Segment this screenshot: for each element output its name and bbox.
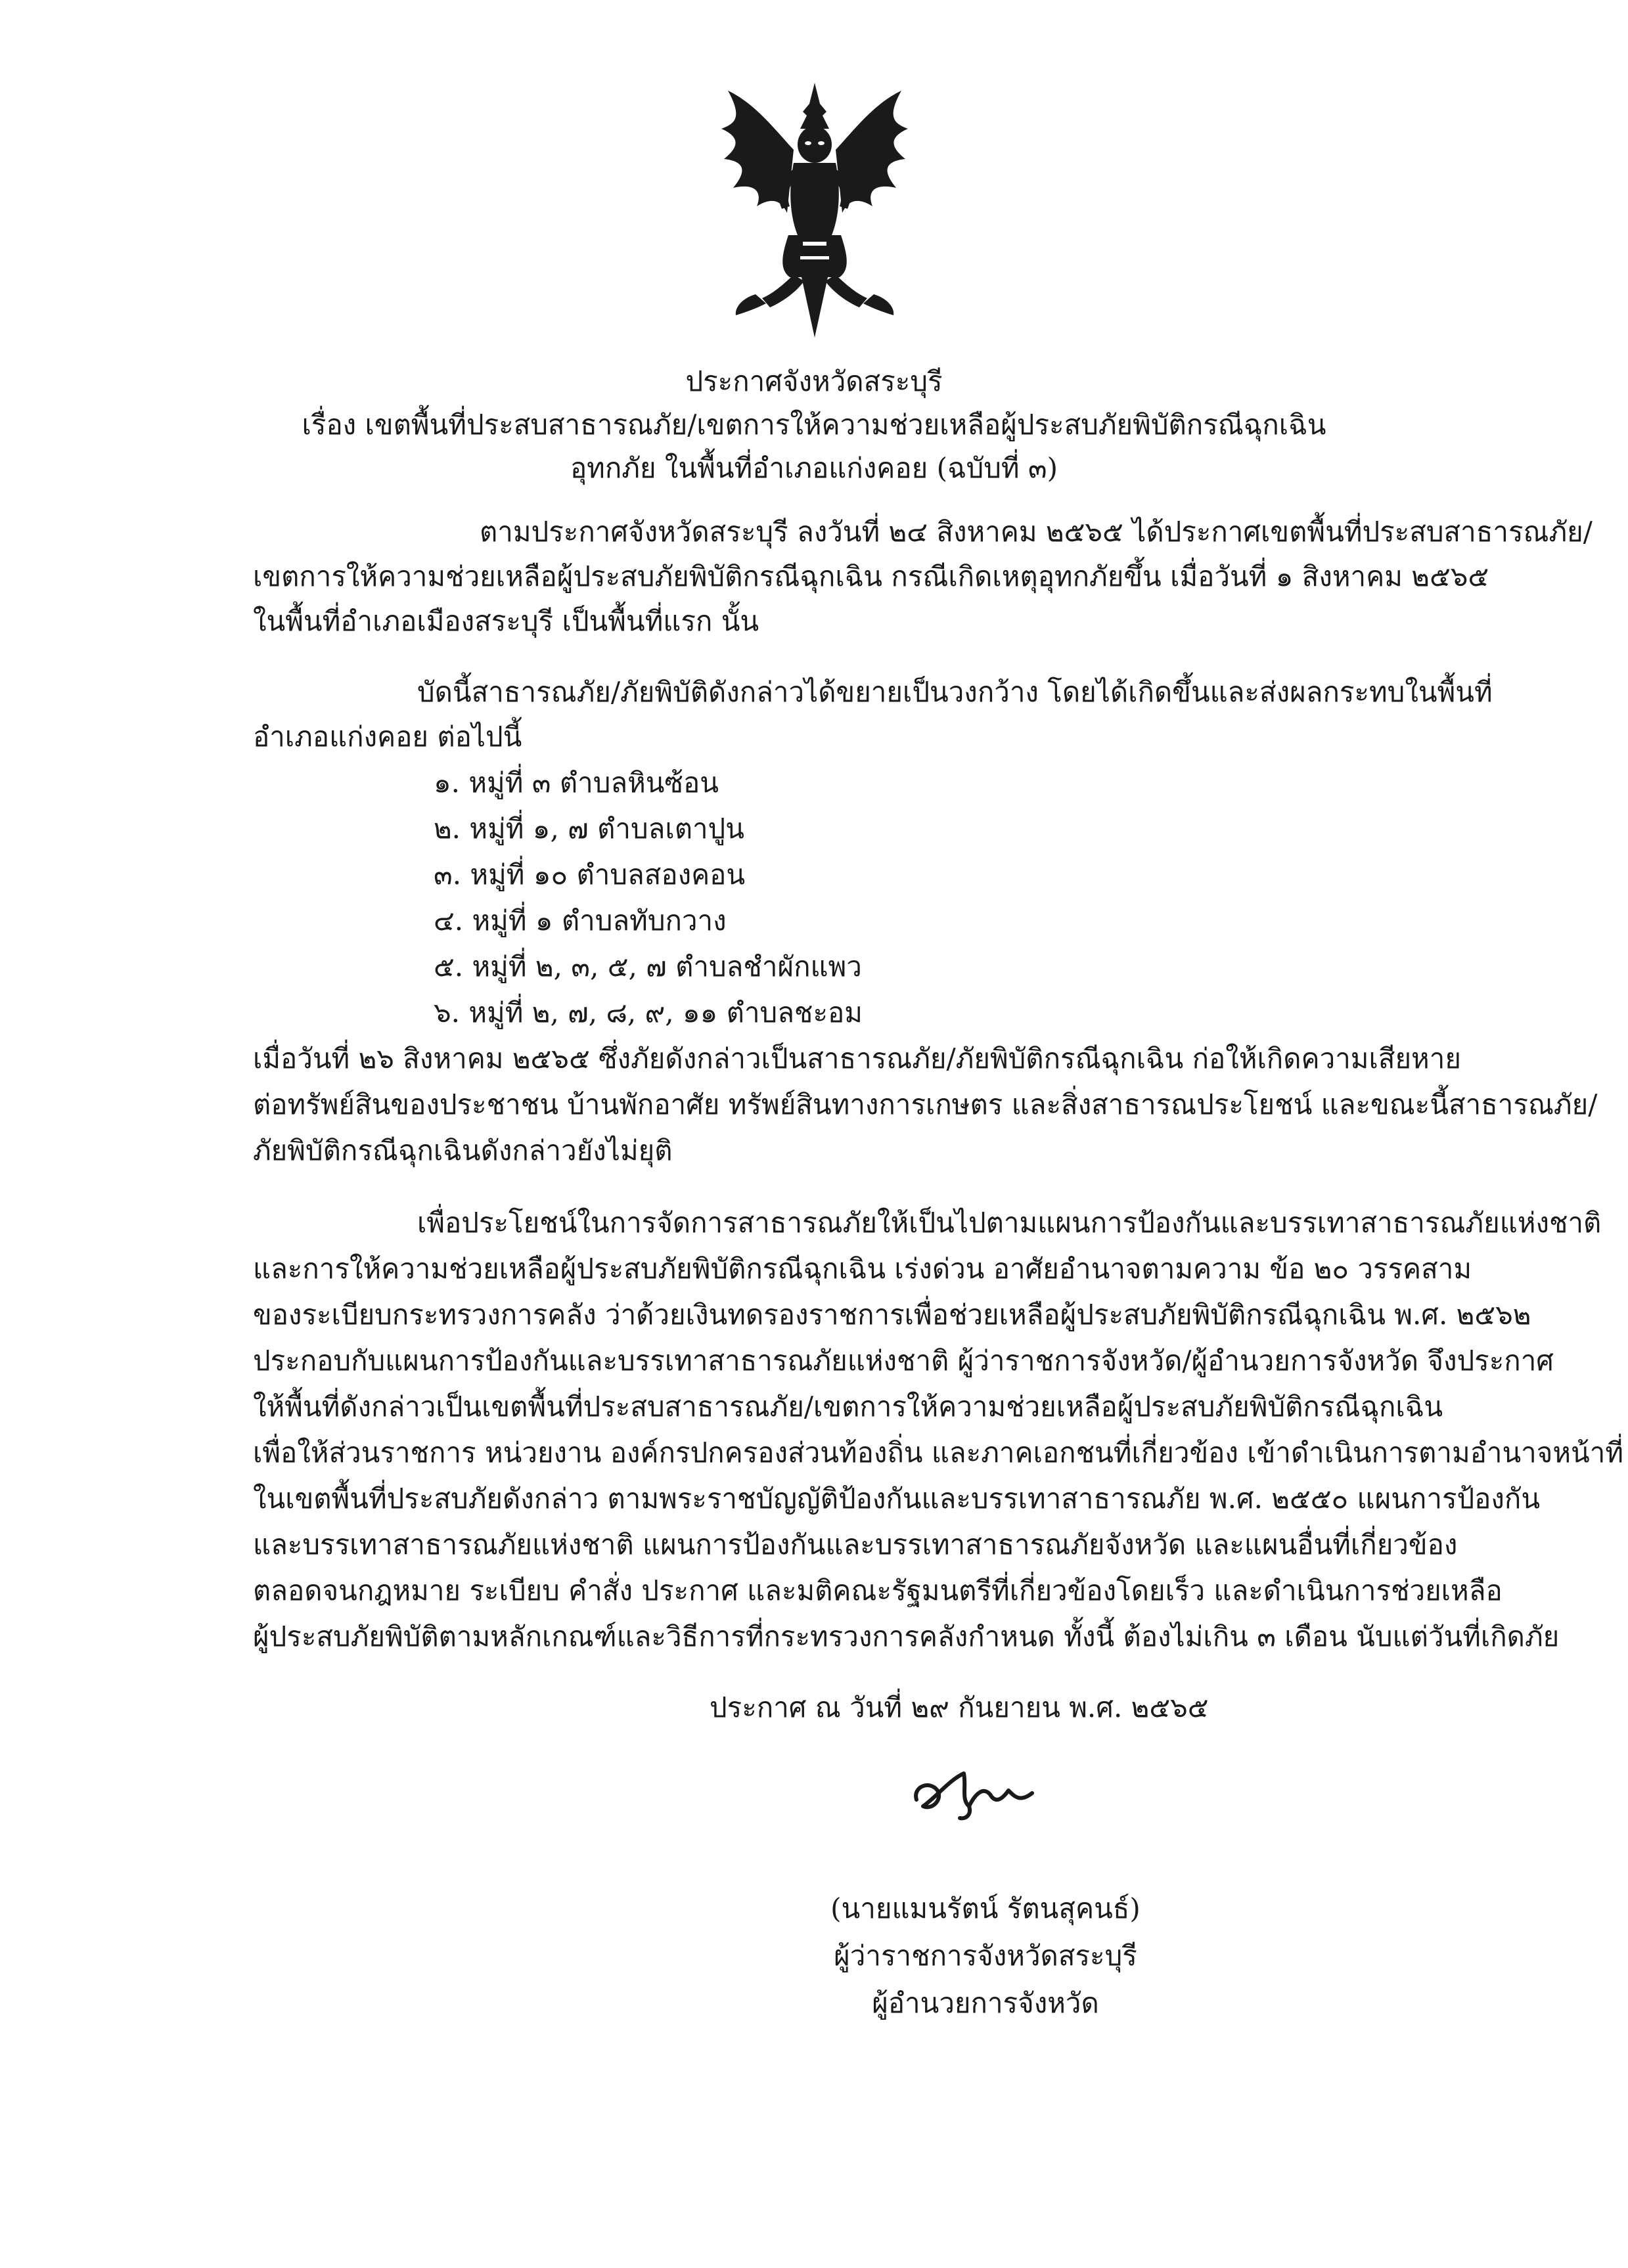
signer-position-1: ผู้ว่าราชการจังหวัดสระบุรี — [834, 1940, 1137, 1972]
para3-line-2: ต่อทรัพย์สินของประชาชน บ้านพักอาศัย ทรัพย์สินทางการเกษตร และสิ่งสาธารณประโยชน์ และขณะนี้สาธารณภัย/ — [253, 1088, 1598, 1121]
para4-line-2: และการให้ความช่วยเหลือผู้ประสบภัยพิบัติกรณีฉุกเฉิน เร่งด่วน อาศัยอำนาจตามความ ข้อ ๒๐ วรรคสาม — [253, 1253, 1472, 1285]
list-item: ๑. หมู่ที่ ๓ ตำบลหินซ้อน — [434, 767, 719, 799]
para4-line-10: ผู้ประสบภัยพิบัติตามหลักเกณฑ์และวิธีการที่กระทรวงการคลังกำหนด ทั้งนี้ ต้องไม่เกิน ๓ เดือน นับแต่วันที่เกิดภัย — [253, 1620, 1560, 1653]
para4-line-1: เพื่อประโยชน์ในการจัดการสาธารณภัยให้เป็นไปตามแผนการป้องกันและบรรเทาสาธารณภัยแห่งชาติ — [417, 1207, 1602, 1239]
para1-line-1: ตามประกาศจังหวัดสระบุรี ลงวันที่ ๒๔ สิงหาคม ๒๕๖๕ ได้ประกาศเขตพื้นที่ประสบสาธารณภัย/ — [480, 516, 1593, 548]
para2-line-1: บัดนี้สาธารณภัย/ภัยพิบัติดังกล่าวได้ขยายเป็นวงกว้าง โดยได้เกิดขึ้นและส่งผลกระทบในพื้นที่ — [417, 676, 1493, 708]
announcement-date: ประกาศ ณ วันที่ ๒๙ กันยายน พ.ศ. ๒๕๖๕ — [710, 1691, 1209, 1723]
garuda-emblem-icon — [716, 78, 913, 347]
signer-position-2: ผู้อำนวยการจังหวัด — [872, 1987, 1099, 2019]
para4-line-8: และบรรเทาสาธารณภัยแห่งชาติ แผนการป้องกันและบรรเทาสาธารณภัยจังหวัด และแผนอื่นที่เกี่ยวข้อง — [253, 1528, 1458, 1561]
para4-line-7: ในเขตพื้นที่ประสบภัยดังกล่าว ตามพระราชบัญญัติป้องกันและบรรเทาสาธารณภัย พ.ศ. ๒๕๕๐ แผนการป้องกัน — [253, 1482, 1541, 1515]
list-item: ๔. หมู่ที่ ๑ ตำบลทับกวาง — [434, 904, 727, 937]
para2-line-2: อำเภอแก่งคอย ต่อไปนี้ — [253, 721, 522, 753]
para4-line-6: เพื่อให้ส่วนราชการ หน่วยงาน องค์กรปกครองส่วนท้องถิ่น และภาคเอกชนที่เกี่ยวข้อง เข้าดำเนินการตามอำนาจหน้าที่ — [253, 1436, 1624, 1469]
para4-line-5: ให้พื้นที่ดังกล่าวเป็นเขตพื้นที่ประสบสาธารณภัย/เขตการให้ความช่วยเหลือผู้ประสบภัยพิบัติกรณีฉุกเฉิน — [253, 1390, 1443, 1423]
list-item: ๖. หมู่ที่ ๒, ๗, ๘, ๙, ๑๑ ตำบลชะอม — [434, 996, 863, 1029]
para3-line-1: เมื่อวันที่ ๒๖ สิงหาคม ๒๕๖๕ ซึ่งภัยดังกล่าวเป็นสาธารณภัย/ภัยพิบัติกรณีฉุกเฉิน ก่อให้เกิดความเสียหาย — [253, 1042, 1461, 1075]
signer-name: (นายแมนรัตน์ รัตนสุคนธ์) — [830, 1892, 1141, 1924]
subject-line-1: เรื่อง เขตพื้นที่ประสบสาธารณภัย/เขตการให้ความช่วยเหลือผู้ประสบภัยพิบัติกรณีฉุกเฉิน — [302, 409, 1326, 441]
list-item: ๕. หมู่ที่ ๒, ๓, ๕, ๗ ตำบลชำผักแพว — [434, 950, 862, 983]
para4-line-4: ประกอบกับแผนการป้องกันและบรรเทาสาธารณภัยแห่งชาติ ผู้ว่าราชการจังหวัด/ผู้อำนวยการจังหวัด จึงประกาศ — [253, 1345, 1554, 1377]
list-item: ๒. หมู่ที่ ๑, ๗ ตำบลเตาปูน — [434, 812, 744, 845]
handwritten-signature — [903, 1754, 1048, 1826]
para4-line-3: ของระเบียบกระทรวงการคลัง ว่าด้วยเงินทดรองราชการเพื่อช่วยเหลือผู้ประสบภัยพิบัติกรณีฉุกเฉิน พ.ศ. ๒๕๖๒ — [253, 1299, 1531, 1331]
para1-line-2: เขตการให้ความช่วยเหลือผู้ประสบภัยพิบัติกรณีฉุกเฉิน กรณีเกิดเหตุอุทกภัยขึ้น เมื่อวันที่ ๑ สิงหาคม ๒๕๖๕ — [253, 560, 1489, 592]
para3-line-3: ภัยพิบัติกรณีฉุกเฉินดังกล่าวยังไม่ยุติ — [253, 1134, 673, 1167]
subject-line-2: อุทกภัย ในพื้นที่อำเภอแก่งคอย (ฉบับที่ ๓) — [570, 452, 1058, 484]
para4-line-9: ตลอดจนกฎหมาย ระเบียบ คำสั่ง ประกาศ และมติคณะรัฐมนตรีที่เกี่ยวข้องโดยเร็ว และดำเนินการช่วยเหลือ — [253, 1574, 1503, 1607]
list-item: ๓. หมู่ที่ ๑๐ ตำบลสองคอน — [434, 858, 746, 891]
para1-line-3: ในพื้นที่อำเภอเมืองสระบุรี เป็นพื้นที่แรก นั้น — [253, 605, 759, 637]
announcement-title: ประกาศจังหวัดสระบุรี — [685, 365, 943, 397]
